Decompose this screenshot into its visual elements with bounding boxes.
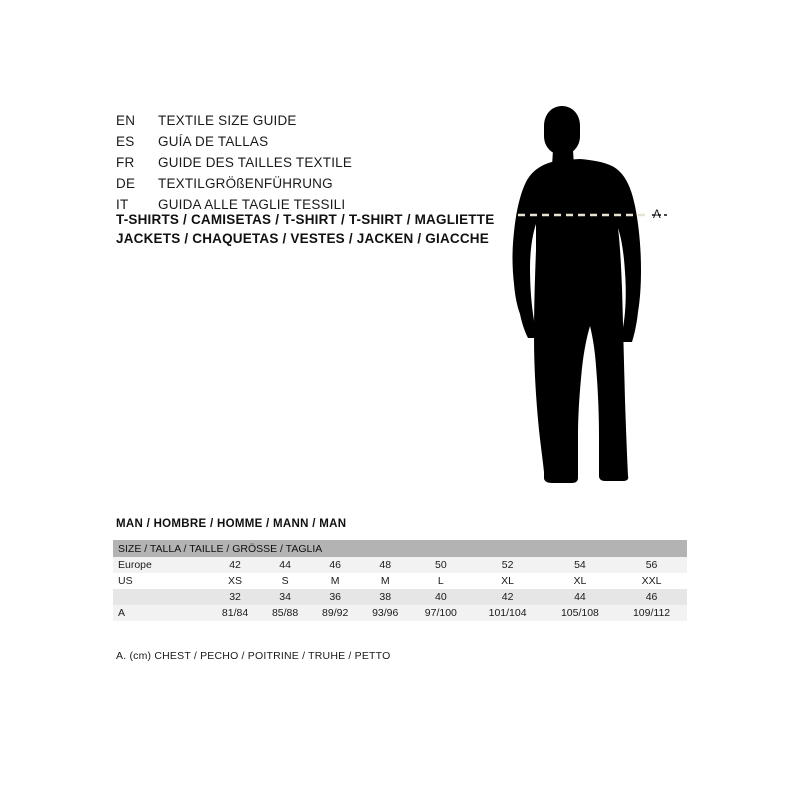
- cell-usnum-5: 42: [471, 589, 543, 605]
- cell-europe-1: 44: [260, 557, 310, 573]
- cell-europe-4: 50: [410, 557, 471, 573]
- cell-a-2: 89/92: [310, 605, 360, 621]
- silhouette-svg: [500, 100, 720, 500]
- cell-a-1: 85/88: [260, 605, 310, 621]
- table-row: [113, 573, 687, 589]
- cell-us-4: L: [410, 573, 471, 589]
- cell-europe-3: 48: [360, 557, 410, 573]
- male-silhouette-illustration: [500, 100, 720, 500]
- language-row-en: [116, 113, 476, 134]
- table-row: [113, 557, 687, 573]
- size-table: [113, 540, 687, 621]
- cell-a-3: 93/96: [360, 605, 410, 621]
- language-text-de: TEXTILGRÖßENFÜHRUNG: [158, 176, 333, 191]
- cell-a-5: 101/104: [471, 605, 543, 621]
- cell-a-7: 109/112: [616, 605, 687, 621]
- language-text-fr: GUIDE DES TAILLES TEXTILE: [158, 155, 353, 170]
- row-label-europe: Europe: [113, 557, 210, 573]
- cell-usnum-3: 38: [360, 589, 410, 605]
- cell-usnum-4: 40: [410, 589, 471, 605]
- language-code-es: ES: [116, 134, 135, 149]
- language-list: [116, 113, 476, 218]
- cell-europe-0: 42: [210, 557, 260, 573]
- cell-europe-6: 54: [544, 557, 616, 573]
- table-header-row: [113, 540, 687, 557]
- language-row-es: [116, 134, 476, 155]
- cell-a-4: 97/100: [410, 605, 471, 621]
- language-text-en: TEXTILE SIZE GUIDE: [158, 113, 297, 128]
- cell-usnum-6: 44: [544, 589, 616, 605]
- table-row: [113, 589, 687, 605]
- chest-measure-label: A: [653, 209, 662, 221]
- garment-line-tshirts: T-SHIRTS / CAMISETAS / T-SHIRT / T-SHIRT / MAGLIETTE: [116, 212, 495, 227]
- row-label-us: US: [113, 573, 210, 589]
- row-label-a: A: [113, 605, 210, 621]
- cell-usnum-1: 34: [260, 589, 310, 605]
- cell-us-2: M: [310, 573, 360, 589]
- garment-type-list: [116, 210, 536, 248]
- table-footnote: A. (cm) CHEST / PECHO / POITRINE / TRUHE / PETTO: [116, 650, 391, 662]
- language-code-de: DE: [116, 176, 136, 191]
- cell-europe-5: 52: [471, 557, 543, 573]
- language-text-es: GUÍA DE TALLAS: [158, 134, 269, 149]
- table-header-label: SIZE / TALLA / TAILLE / GRÖSSE / TAGLIA: [113, 540, 687, 557]
- cell-us-5: XL: [471, 573, 543, 589]
- garment-line-jackets: JACKETS / CHAQUETAS / VESTES / JACKEN / GIACCHE: [116, 231, 489, 246]
- language-row-de: [116, 176, 476, 197]
- cell-a-6: 105/108: [544, 605, 616, 621]
- cell-europe-2: 46: [310, 557, 360, 573]
- language-code-fr: FR: [116, 155, 135, 170]
- cell-a-0: 81/84: [210, 605, 260, 621]
- cell-us-6: XL: [544, 573, 616, 589]
- cell-usnum-7: 46: [616, 589, 687, 605]
- language-code-it: IT: [116, 197, 129, 212]
- cell-europe-7: 56: [616, 557, 687, 573]
- language-text-it: GUIDA ALLE TAGLIE TESSILI: [158, 197, 346, 212]
- row-label-us-numeric: [113, 589, 210, 605]
- language-code-en: EN: [116, 113, 136, 128]
- cell-us-0: XS: [210, 573, 260, 589]
- cell-us-7: XXL: [616, 573, 687, 589]
- cell-usnum-0: 32: [210, 589, 260, 605]
- chest-measure-line: [500, 200, 700, 230]
- table-row: [113, 605, 687, 621]
- cell-usnum-2: 36: [310, 589, 360, 605]
- language-row-fr: [116, 155, 476, 176]
- table-caption-man: MAN / HOMBRE / HOMME / MANN / MAN: [116, 518, 347, 530]
- cell-us-1: S: [260, 573, 310, 589]
- cell-us-3: M: [360, 573, 410, 589]
